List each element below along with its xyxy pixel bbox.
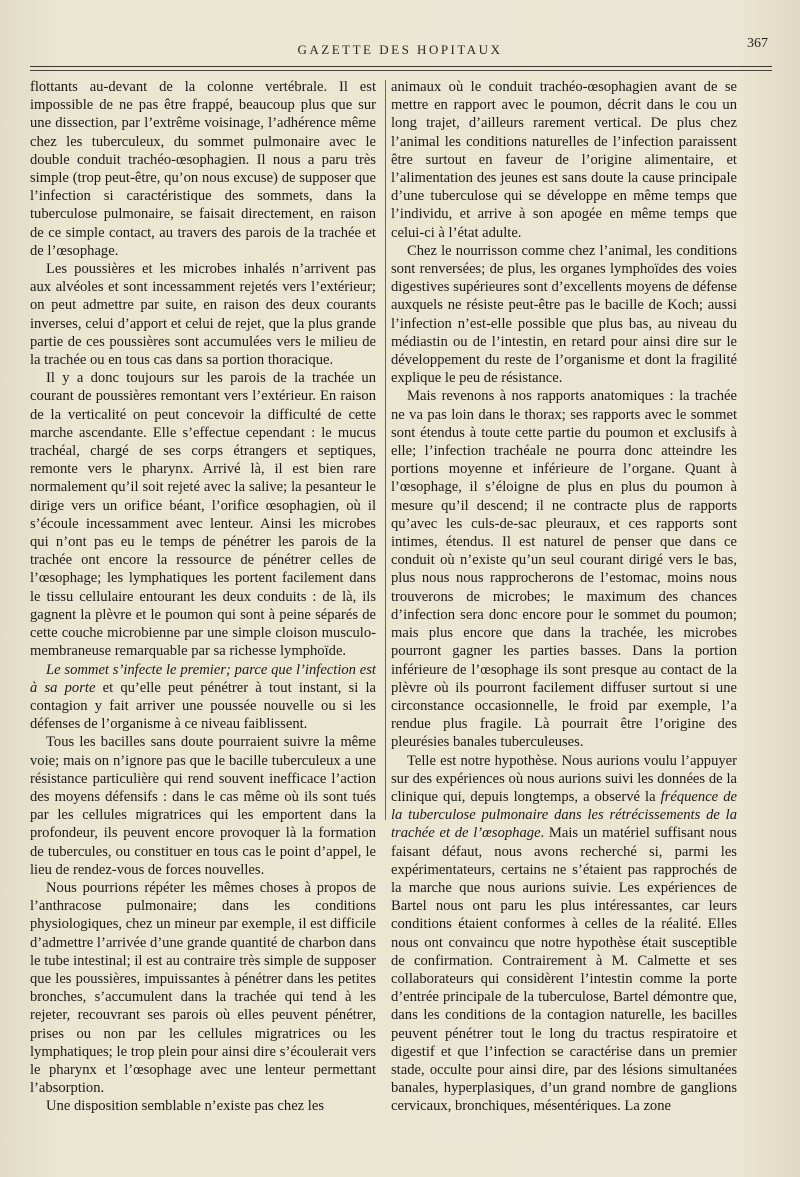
paragraph: Mais revenons à nos rapports anatomiques : la trachée ne va pas loin dans le thorax; ses rapports avec le sommet sont étendus à toute cette partie du poumon et exclusifs à elle; l’infection trachéale ne pourra donc atteindre les portions moyenne et inférieure de l’organe. Quant à l’œsophage, il s’éloigne de plus en plus du poumon à mesure qu’il descend; il ne contracte plus de rapports qu’avec les culs-de-sac pleuraux, et ces rapports sont intimes, étendus. Il est naturel de penser que dans ce conduit où n’existe qu’un seul courant dirigé vers le bas, plus nous nous rapprocherons de l’estomac, moins nous trouverons de microbes; le maximum des chances d’infection sera donc encore pour le sommet du poumon; mais plus encore que dans la trachée, les microbes pourront gagner les parties basses. Dans la portion inférieure de l’œsophage ils sont presque au contact de la plèvre où ils pourront facilement diffuser surtout si une circonstance occasionnelle, le froid par exemple, l’a rendue plus fragile. Là pourrait être l’origine des pleurésies banales tuberculeuses.: [391, 388, 737, 751]
running-head: [30, 36, 770, 60]
left-column: [30, 78, 376, 1116]
paragraph-text: . Mais un matériel suffisant nous faisant défaut, nous avons recherché si, parmi les expérimentateurs, certains ne s’étaient pas rapprochés de la marche que nous aurions suivie. Les expériences de Bartel nous ont paru les plus intéressantes, car leurs conditions étaient conformes à celles de la réalité. Elles nous ont convaincu que notre hypothèse était susceptible de confirmation. Contrairement à M. Calmette et ses collaborateurs qui considèrent l’intestin comme la porte d’entrée principale de la tuberculose, Bartel démontre que, dans les conditions de la contagion naturelle, les bacilles peuvent pénétrer tout le long du tractus respiratoire et digestif et que l’infection se caractérise dans un premier stade, occulte pour ainsi dire, par des lésions simultanées banales, hyperplasiques, d’un grand nombre de ganglions cervicaux, bronchiques, mésentériques. La zone: [391, 825, 737, 1115]
paragraph: animaux où le conduit trachéo-œsophagien avant de se mettre en rapport avec le poumon, décrit dans le cou un long trajet, d’ailleurs rarement vertical. De plus chez l’animal les conditions naturelles de l’infection paraissent être surtout en faveur de l’origine alimentaire, et l’alimentation des jeunes est sans doute la cause principale d’une tuberculose qui se développe en même temps que l’individu, et arrive à son apogée en même temps que celui-ci à l’état adulte.: [391, 79, 737, 241]
paragraph: Il y a donc toujours sur les parois de la trachée un courant de poussières remontant vers l’extérieur. En raison de la verticalité on peut concevoir la difficulté de cette marche ascendante. Elle s’effectue cependant : le mucus trachéal, chargé de ses corps étrangers et septiques, remonte vers le pharynx. Arrivé là, il est bien rare normalement qu’il soit rejeté avec la salive; la pesanteur le dirige vers un orifice béant, l’orifice œsophagien, où il s’écoule incessamment avec lenteur. Ainsi les microbes qui n’ont pas eu le temps de pénétrer les parois de la trachée ont encore la ressource de pénétrer celles de l’œsophage; les lymphatiques les portent facilement dans le tissu cellulaire entourant les deux conduits : de là, ils gagnent la plèvre et le poumon qui sont à peine séparés de cette couche microbienne par une simple cloison musculo-membraneuse remarquable par sa richesse lymphoïde.: [30, 370, 376, 660]
running-title: GAZETTE DES HOPITAUX: [297, 42, 503, 57]
paragraph: flottants au-devant de la colonne vertébrale. Il est impossible de ne pas être frappé, beaucoup plus que sur une dissection, par l’extrême voisinage, l’adhérence même chez les tuberculeux, du sommet pulmonaire avec le double conduit trachéo-œsophagien. Il nous a paru très simple (trop peut-être, qu’on nous excuse) de supposer que l’infection si caractéristique des sommets, dans la tuberculose pulmonaire, se faisait directement, en raison de ce simple contact, au travers des parois de la trachée et de l’œsophage.: [30, 79, 376, 259]
paragraph: [30, 661, 376, 734]
header-rule: [30, 66, 772, 67]
paragraph-text: Telle est notre hypothèse. Nous aurions voulu l’appuyer sur des expériences où nous aurions suivi les données de la clinique qui, depuis longtemps, a observé la: [391, 752, 737, 805]
paragraph-text: et qu’elle peut pénétrer à tout instant, si la contagion y fait arriver une poussée nouvelle ou si les défenses de l’organisme à ce niveau faiblissent.: [30, 679, 377, 733]
header-rule-secondary: [30, 70, 772, 71]
paragraph: Tous les bacilles sans doute pourraient suivre la même voie; mais on n’ignore pas que le bacille tuberculeux a une résistance particulière qui rend souvent inefficace l’action des moyens défensifs : dans le cas même où ils sont tués par les cellules migratrices qui les emportent dans la profondeur, ils peuvent encore provoquer là la formation de tubercules, ou constituer en tous cas le point d’appel, le lieu de rendez-vous de forces nouvelles.: [30, 734, 376, 878]
paragraph: Les poussières et les microbes inhalés n’arrivent pas aux alvéoles et sont incessamment rejetés vers l’extérieur; on peut admettre par suite, en raison des deux courants inverses, celui d’apport et celui de rejet, que la plus grande partie de ces poussières sont accumulées vers le milieu de la trachée ou en tous cas dans sa portion thoracique.: [30, 261, 376, 369]
right-column: [391, 78, 737, 1116]
paragraph: Une disposition semblable n’existe pas chez les: [46, 1098, 325, 1115]
paragraph: Nous pourrions répéter les mêmes choses à propos de l’anthracose pulmonaire; dans les conditions physiologiques, chez un mineur par exemple, il est difficile d’admettre l’arrivée d’une grande quantité de charbon dans le tube intestinal; il est au contraire très simple de supposer que les poussières, impuissantes à pénétrer dans les petites bronches, s’accumulent dans la trachée qui tend à les rejeter, recouvrant ses parois où elles peuvent pénétrer, prises ou non par les cellules migratrices ou les lymphatiques; le trop plein pour ainsi dire s’écoulerait vers le pharynx et l’œsophage avec une lenteur permettant l’absorption.: [30, 879, 376, 1097]
page-number: 367: [747, 36, 768, 51]
paragraph: [391, 752, 737, 1116]
italic-emphasis: fréquence de la tuberculose pulmonaire dans les rétrécissements de la trachée et de l’œsophage: [391, 788, 737, 842]
paragraph: Chez le nourrisson comme chez l’animal, les conditions sont renversées; de plus, les organes lymphoïdes des voies digestives supérieures sont d’excellents moyens de défense auxquels ne résiste peut-être pas le bacille de Koch; aussi l’infection n’est-elle possible que plus bas, au niveau du médiastin ou de l’intestin, en retard pour ainsi dire sur le développement du reste de l’organisme et dont la fragilité explique le peu de résistance.: [391, 242, 737, 387]
column-divider: [385, 80, 386, 820]
italic-emphasis: Le sommet s’infecte le premier; parce que l’infection est à sa porte: [30, 661, 376, 696]
